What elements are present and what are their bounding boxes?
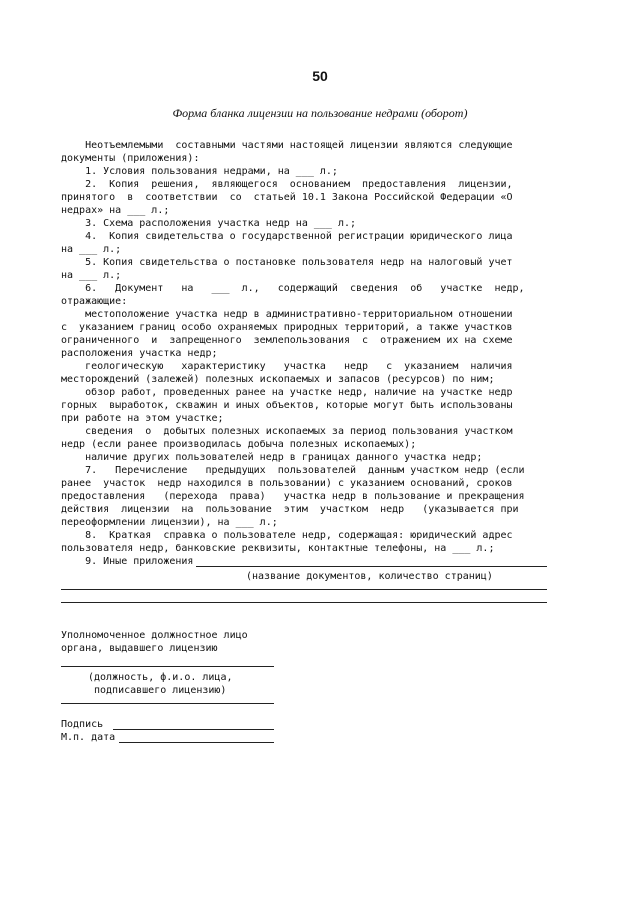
body-line: местоположение участка недр в административно-территориальном отношении: [61, 309, 513, 320]
document-title: Форма бланка лицензии на пользование недрами (оборот): [172, 106, 468, 120]
official-label: Уполномоченное должностное лицо: [61, 630, 248, 641]
body-line: 3. Схема расположения участка недр на ___ л.;: [61, 218, 357, 229]
body-line: расположения участка недр;: [61, 348, 218, 359]
body-line: пользователя недр, банковские реквизиты, контактные телефоны, на ___ л.;: [61, 543, 495, 554]
body-line: месторождений (залежей) полезных ископаемых и запасов (ресурсов) по ним;: [61, 374, 495, 385]
stamp-date-label: М.п. дата: [61, 732, 116, 743]
body-line: геологическую характеристику участка недр с указанием наличия: [61, 361, 513, 372]
body-line: ограниченного и запрещенного землепользования с отражением их на схеме: [61, 335, 513, 346]
body-line: обзор работ, проведенных ранее на участке недр, наличие на участке недр: [61, 387, 513, 398]
body-line: ранее участок недр находился в пользовании) с указанием оснований, сроков: [61, 478, 513, 489]
body-line: 4. Копия свидетельства о государственной регистрации юридического лица: [61, 231, 513, 242]
body-line: горных выработок, скважин и иных объектов, которые могут быть использованы: [61, 400, 513, 411]
signature-label: Подпись: [61, 719, 104, 730]
body-line: 7. Перечисление предыдущих пользователей данным участком недр (если: [61, 465, 525, 476]
official-label: органа, выдавшего лицензию: [61, 643, 218, 654]
body-line: сведения о добытых полезных ископаемых за период пользования участком: [61, 426, 513, 437]
body-line: при работе на этом участке;: [61, 413, 224, 424]
page-number: 50: [312, 68, 328, 84]
body-line: документы (приложения):: [61, 153, 200, 164]
body-line: недр (если ранее производилась добыча полезных ископаемых);: [61, 439, 417, 450]
position-caption: (должность, ф.и.о. лица,: [88, 672, 233, 683]
body-line: 8. Краткая справка о пользователе недр, содержащая: юридический адрес: [61, 530, 513, 541]
body-line: отражающие:: [61, 296, 128, 307]
body-line: принятого в соответствии со статьей 10.1 Закона Российской Федерации «О: [61, 192, 513, 203]
position-caption: подписавшего лицензию): [94, 685, 227, 696]
body-line: с указанием границ особо охраняемых природных территорий, а также участков: [61, 322, 513, 333]
body-line: наличие других пользователей недр в границах данного участка недр;: [61, 452, 483, 463]
body-line: 2. Копия решения, являющегося основанием предоставления лицензии,: [61, 179, 513, 190]
attachments-caption: (название документов, количество страниц): [246, 571, 493, 582]
attachments-fill-line: [196, 566, 547, 567]
official-fill-line: [61, 666, 274, 667]
body-line: недрах» на ___ л.;: [61, 205, 170, 216]
body-line: Неотъемлемыми составными частями настоящей лицензии являются следующие: [61, 140, 513, 151]
body-line: на ___ л.;: [61, 244, 122, 255]
date-fill-line: [119, 742, 274, 743]
body-line: предоставления (перехода права) участка недр в пользование и прекращения: [61, 491, 525, 502]
body-line: переоформлении лицензии), на ___ л.;: [61, 517, 278, 528]
body-line: действия лицензии на пользование этим участком недр (указывается при: [61, 504, 519, 515]
official-fill-line: [61, 703, 274, 704]
signature-fill-line: [113, 729, 274, 730]
body-line: 1. Условия пользования недрами, на ___ л.;: [61, 166, 338, 177]
attachments-fill-line: [61, 589, 547, 590]
body-line: 5. Копия свидетельства о постановке пользователя недр на налоговый учет: [61, 257, 513, 268]
attachments-fill-line: [61, 602, 547, 603]
body-line: 6. Документ на ___ л., содержащий сведения об участке недр,: [61, 283, 525, 294]
body-line: на ___ л.;: [61, 270, 122, 281]
body-line: 9. Иные приложения: [61, 556, 194, 567]
